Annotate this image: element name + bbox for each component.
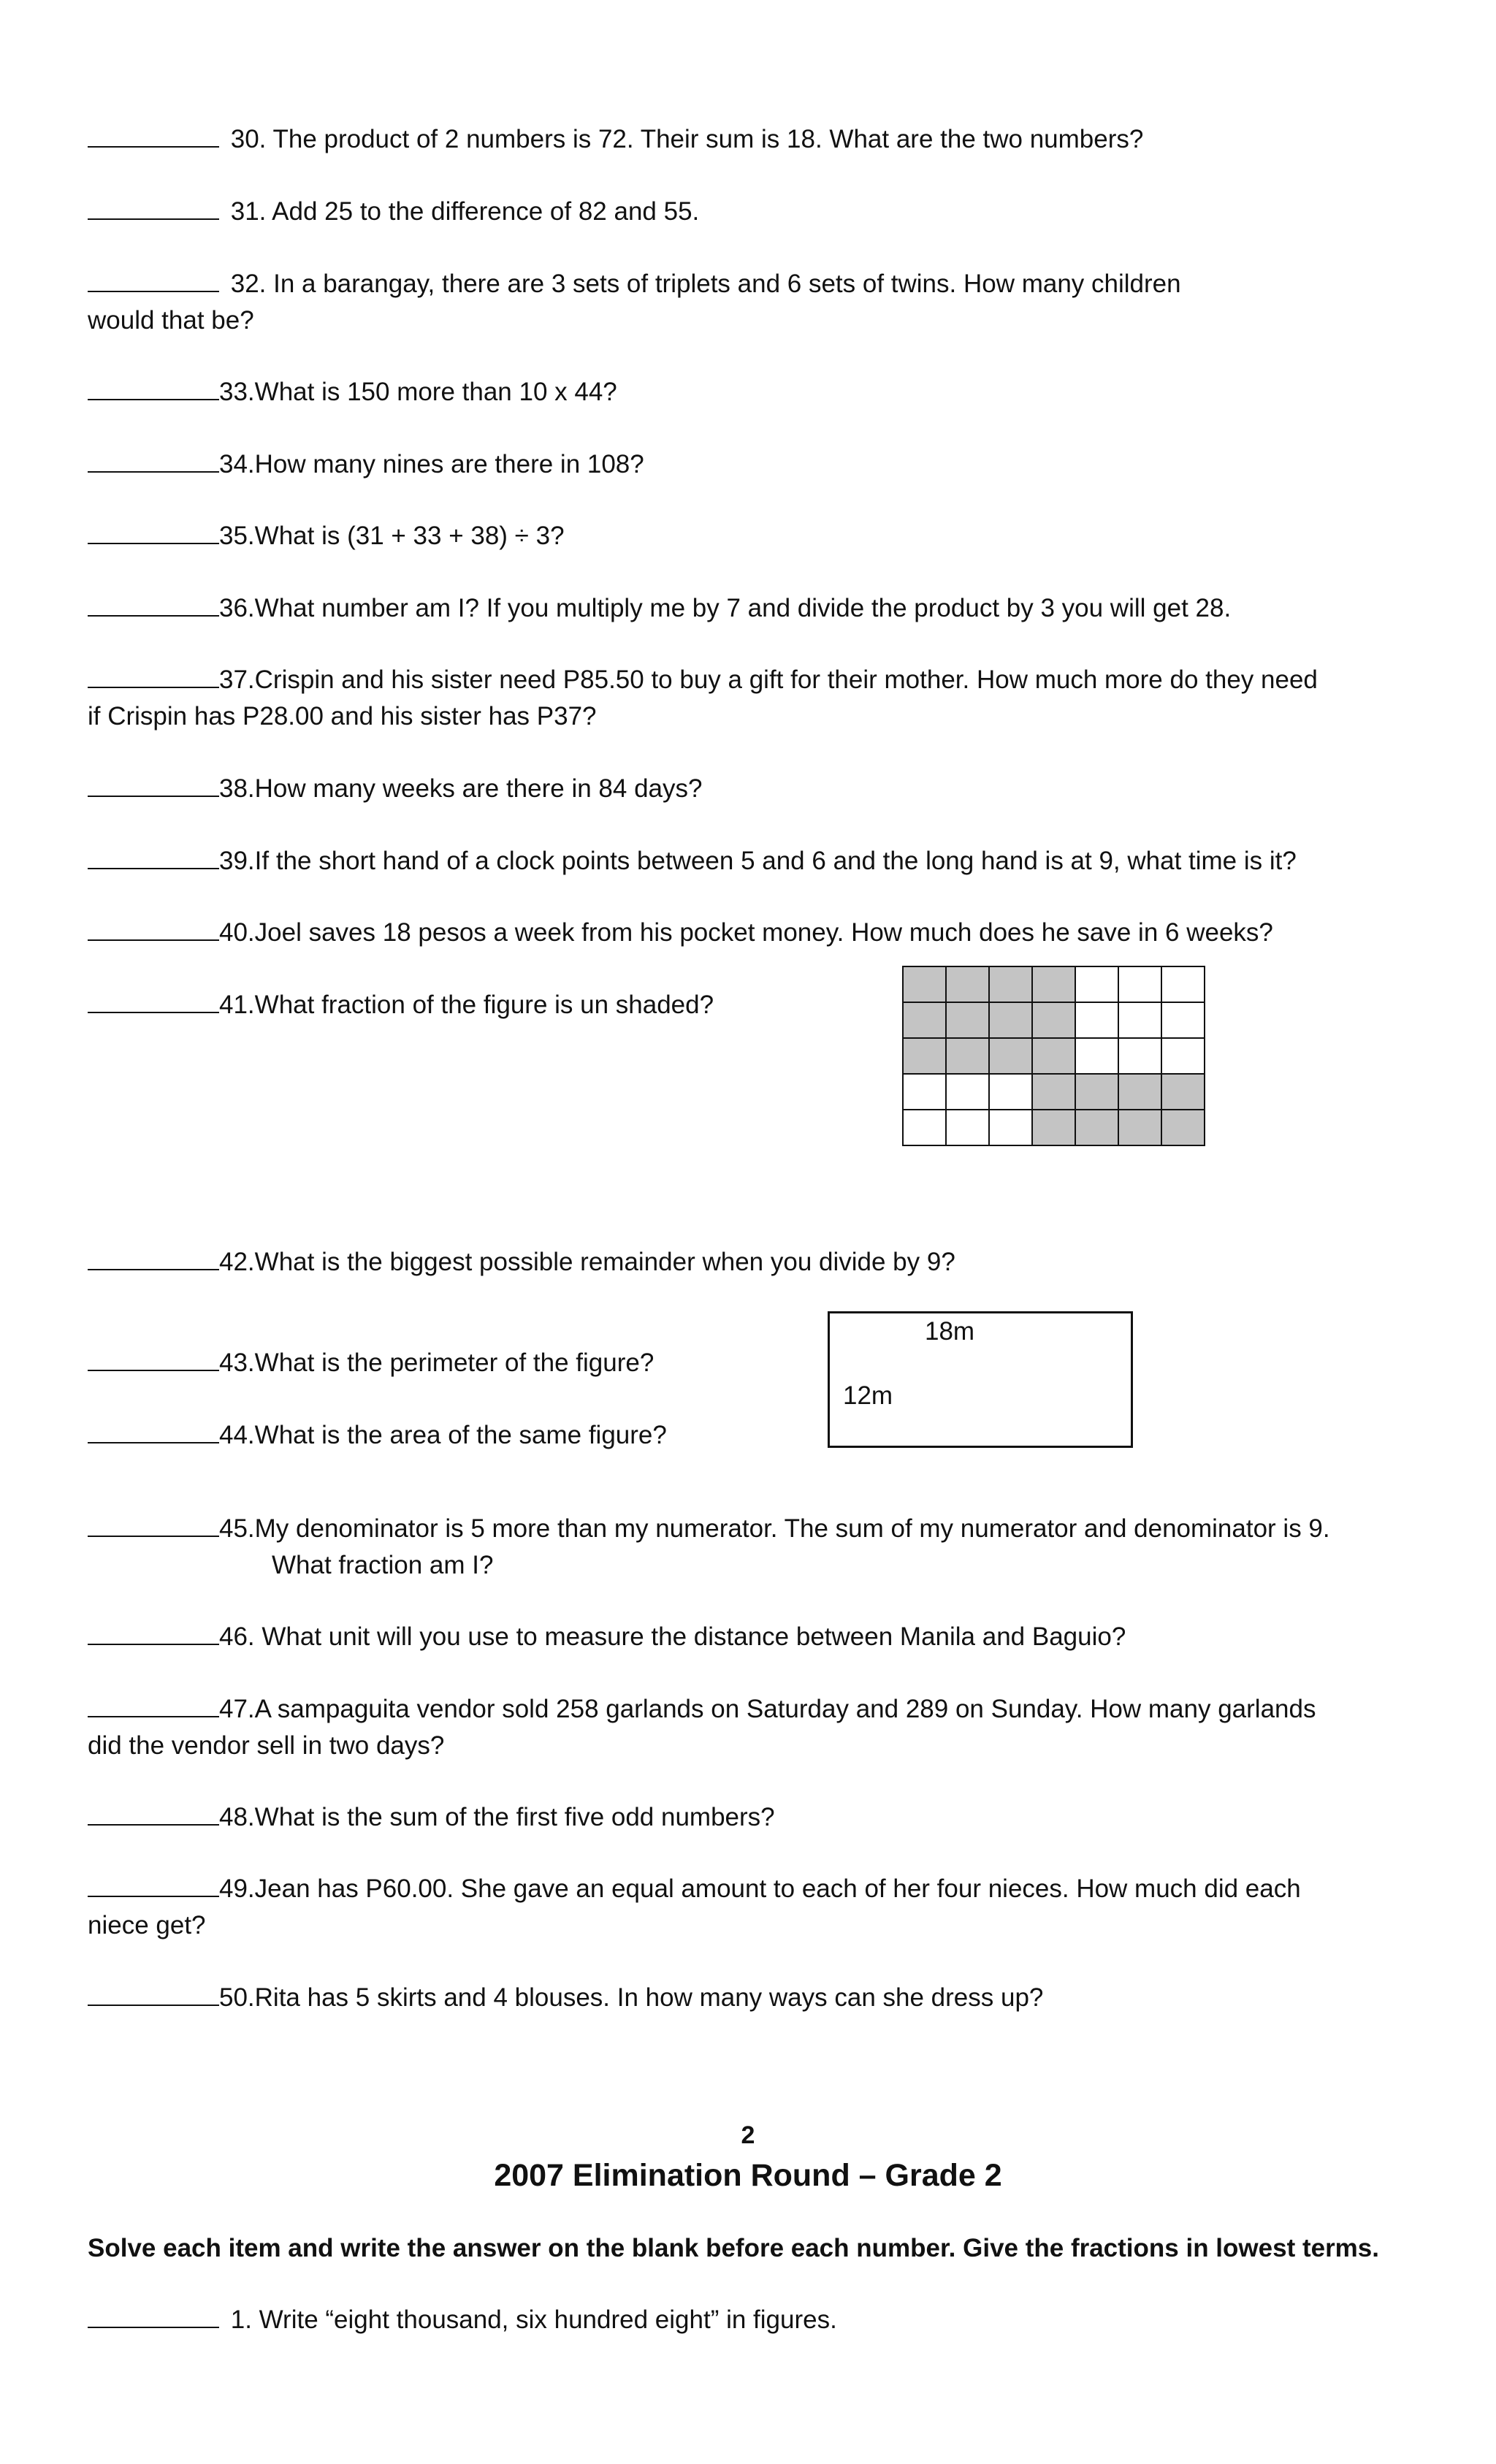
- grid-cell-unshaded: [1118, 1038, 1161, 1074]
- answer-blank[interactable]: [88, 194, 219, 220]
- grid-row: [903, 1074, 1205, 1110]
- question-text: 34.How many nines are there in 108?: [219, 450, 644, 478]
- grid-cell-shaded: [946, 1038, 989, 1074]
- question-47: [88, 1691, 1432, 1764]
- answer-blank[interactable]: [88, 121, 219, 148]
- grid-cell-unshaded: [1161, 1038, 1205, 1074]
- question-text: 48.What is the sum of the first five odd numbers?: [219, 1803, 775, 1831]
- question-text: 1. Write “eight thousand, six hundred eight” in figures.: [224, 2305, 837, 2334]
- question-continuation: if Crispin has P28.00 and his sister has P37?: [88, 702, 597, 731]
- answer-blank[interactable]: [88, 518, 219, 544]
- question-text: 50.Rita has 5 skirts and 4 blouses. In how many ways can she dress up?: [219, 1983, 1044, 2012]
- question-40: [88, 915, 1432, 951]
- question-continuation: would that be?: [88, 306, 254, 335]
- grid-row: [903, 1038, 1205, 1074]
- question-36: [88, 590, 1432, 627]
- question-46: [88, 1619, 1432, 1655]
- grid-cell-unshaded: [989, 1110, 1032, 1145]
- answer-blank[interactable]: [88, 1871, 219, 1897]
- answer-blank[interactable]: [88, 446, 219, 473]
- section-title: 2007 Elimination Round – Grade 2: [494, 2158, 1002, 2193]
- question-text: 39.If the short hand of a clock points between 5 and 6 and the long hand is at 9, what time is it?: [219, 847, 1297, 875]
- grid-row: [903, 1110, 1205, 1145]
- question-49: [88, 1871, 1432, 1944]
- grid-cell-unshaded: [1161, 1002, 1205, 1038]
- grid-cell-shaded: [903, 966, 946, 1002]
- question-33: [88, 374, 1432, 411]
- question-text: 31. Add 25 to the difference of 82 and 55.: [224, 197, 700, 226]
- grid-cell-shaded: [989, 966, 1032, 1002]
- grid-cell-shaded: [1118, 1074, 1161, 1110]
- question-text: 43.What is the perimeter of the figure?: [219, 1349, 654, 1377]
- grid-cell-unshaded: [1118, 1002, 1161, 1038]
- question-41: [88, 987, 877, 1023]
- answer-blank[interactable]: [88, 1345, 219, 1371]
- grid-cell-shaded: [1032, 1002, 1075, 1038]
- grid-cell-shaded: [903, 1038, 946, 1074]
- answer-blank[interactable]: [88, 1799, 219, 1826]
- answer-blank[interactable]: [88, 987, 219, 1013]
- grid-cell-unshaded: [1075, 1038, 1118, 1074]
- question-32: [88, 266, 1432, 339]
- grid-row: [903, 966, 1205, 1002]
- grid-cell-shaded: [989, 1038, 1032, 1074]
- grid-cell-shaded: [946, 1002, 989, 1038]
- rectangle-figure: [828, 1311, 1133, 1448]
- grid-cell-unshaded: [946, 1110, 989, 1145]
- grid-cell-shaded: [1032, 966, 1075, 1002]
- grid-cell-shaded: [1075, 1074, 1118, 1110]
- grid-cell-unshaded: [903, 1110, 946, 1145]
- question-31: [88, 194, 1432, 230]
- question-text: 37.Crispin and his sister need P85.50 to buy a gift for their mother. How much more do they need: [219, 665, 1318, 694]
- question-text: 30. The product of 2 numbers is 72. Their sum is 18. What are the two numbers?: [224, 125, 1144, 153]
- grid-cell-shaded: [1161, 1074, 1205, 1110]
- grid-row: [903, 1002, 1205, 1038]
- grid-cell-shaded: [1118, 1110, 1161, 1145]
- question-text: 33.What is 150 more than 10 x 44?: [219, 378, 617, 406]
- page-number: 2: [741, 2121, 755, 2149]
- question-continuation: What fraction am I?: [272, 1551, 494, 1579]
- question-text: 42.What is the biggest possible remainder when you divide by 9?: [219, 1248, 955, 1276]
- answer-blank[interactable]: [88, 374, 219, 400]
- question-38: [88, 771, 1432, 807]
- question-text: 49.Jean has P60.00. She gave an equal amount to each of her four nieces. How much did each: [219, 1874, 1301, 1903]
- question-text: 46. What unit will you use to measure the distance between Manila and Baguio?: [219, 1622, 1126, 1651]
- question-text: 36.What number am I? If you multiply me by 7 and divide the product by 3 you will get 28.: [219, 594, 1232, 622]
- question-text: 32. In a barangay, there are 3 sets of triplets and 6 sets of twins. How many children: [224, 270, 1181, 298]
- answer-blank[interactable]: [88, 843, 219, 869]
- grid-cell-unshaded: [1118, 966, 1161, 1002]
- answer-blank[interactable]: [88, 662, 219, 688]
- question-text: 45.My denominator is 5 more than my numerator. The sum of my numerator and denominator is 9.: [219, 1514, 1330, 1543]
- question-text: 41.What fraction of the figure is un shaded?: [219, 991, 714, 1019]
- question-continuation: niece get?: [88, 1911, 206, 1939]
- answer-blank[interactable]: [88, 590, 219, 617]
- answer-blank[interactable]: [88, 1619, 219, 1645]
- answer-blank[interactable]: [88, 1244, 219, 1270]
- answer-blank[interactable]: [88, 266, 219, 292]
- answer-blank[interactable]: [88, 771, 219, 797]
- grid-cell-unshaded: [1161, 966, 1205, 1002]
- grid-cell-unshaded: [903, 1074, 946, 1110]
- question-44: [88, 1417, 804, 1454]
- question-37: [88, 662, 1432, 735]
- answer-blank[interactable]: [88, 1511, 219, 1537]
- rectangle-width-label: 18m: [925, 1317, 975, 1346]
- answer-blank[interactable]: [88, 2302, 219, 2328]
- grid-cell-shaded: [1161, 1110, 1205, 1145]
- instructions: Solve each item and write the answer on the blank before each number. Give the fractions in lowest terms.: [88, 2234, 1379, 2262]
- question-45: [88, 1511, 1461, 1584]
- grid-cell-shaded: [903, 1002, 946, 1038]
- question-48: [88, 1799, 1432, 1836]
- question-text: 47.A sampaguita vendor sold 258 garlands on Saturday and 289 on Sunday. How many garlands: [219, 1695, 1316, 1723]
- grid-cell-shaded: [1032, 1110, 1075, 1145]
- question-text: 35.What is (31 + 33 + 38) ÷ 3?: [219, 522, 565, 550]
- grid-cell-shaded: [1075, 1110, 1118, 1145]
- grid-cell-shaded: [1032, 1038, 1075, 1074]
- question-text: 40.Joel saves 18 pesos a week from his pocket money. How much does he save in 6 weeks?: [219, 918, 1273, 947]
- grid-cell-shaded: [1032, 1074, 1075, 1110]
- grid-cell-unshaded: [1075, 1002, 1118, 1038]
- grid-cell-unshaded: [1075, 966, 1118, 1002]
- question-42: [88, 1244, 1432, 1281]
- grid-cell-unshaded: [946, 1074, 989, 1110]
- answer-blank[interactable]: [88, 1980, 219, 2006]
- question-text: 44.What is the area of the same figure?: [219, 1421, 667, 1449]
- answer-blank[interactable]: [88, 915, 219, 941]
- question-43: [88, 1345, 804, 1381]
- question-text: 38.How many weeks are there in 84 days?: [219, 774, 703, 803]
- shaded-grid-figure: [902, 966, 1205, 1146]
- question-34: [88, 446, 1432, 483]
- question-30: [88, 121, 1432, 158]
- grid-cell-unshaded: [989, 1074, 1032, 1110]
- question-1: [88, 2302, 1432, 2338]
- answer-blank[interactable]: [88, 1691, 219, 1717]
- question-39: [88, 843, 1432, 880]
- grid-cell-shaded: [989, 1002, 1032, 1038]
- question-continuation: did the vendor sell in two days?: [88, 1731, 445, 1760]
- question-35: [88, 518, 1432, 554]
- question-50: [88, 1980, 1432, 2016]
- grid-cell-shaded: [946, 966, 989, 1002]
- rectangle-height-label: 12m: [843, 1381, 893, 1410]
- answer-blank[interactable]: [88, 1417, 219, 1443]
